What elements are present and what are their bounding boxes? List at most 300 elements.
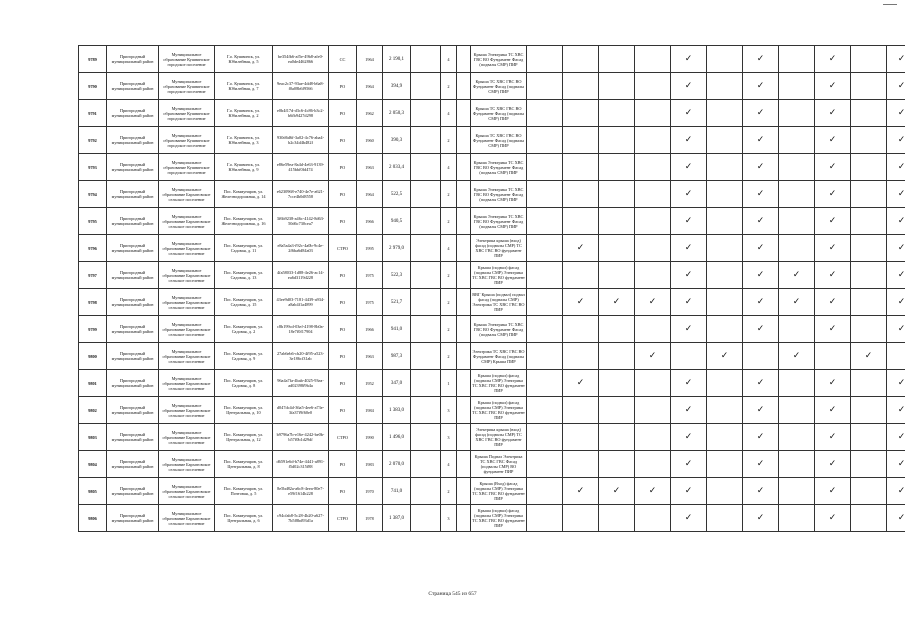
check-mark-icon: ✓ [828,269,837,280]
check-cell [851,424,887,451]
check-cell [599,343,635,370]
check-cell [563,154,599,181]
check-mark-icon: ✓ [828,296,837,307]
check-cell [707,451,743,478]
house-uuid-cell: d6591e6d-b74e-4441-a891-f5d02c315f88 [273,451,329,478]
empty-cell [411,235,441,262]
check-cell [851,208,887,235]
row-number: 9802 [79,397,107,424]
municipality-cell: Муниципальное образование Кушвинское городское поселение [159,100,215,127]
empty-cell [411,370,441,397]
works-list-cell: Электрика крыша (вход) фасад (подвалы СМР) ТС ХВС ГВС ВО фундамент ПИР [471,424,527,451]
housing-register-table [78,45,905,532]
build-year-cell: 1975 [357,289,383,316]
empty-cell [411,208,441,235]
row-number: 9795 [79,208,107,235]
check-cell [599,100,635,127]
check-cell [635,343,671,370]
check-cell [743,127,779,154]
check-cell [887,451,905,478]
check-cell [527,505,563,532]
check-cell [563,262,599,289]
check-cell [815,424,851,451]
check-cell [527,235,563,262]
check-cell [779,46,815,73]
wall-material-cell: РО [329,262,357,289]
check-cell [887,46,905,73]
empty-cell [411,46,441,73]
check-cell [851,181,887,208]
build-year-cell: 1984 [357,397,383,424]
district-cell: Пригородный муниципальный район [107,262,159,289]
check-cell [851,46,887,73]
table-row [79,181,905,208]
empty-cell [457,235,471,262]
empty-cell [457,127,471,154]
area-cell: 390,3 [383,127,411,154]
row-number: 9796 [79,235,107,262]
check-cell [671,397,707,424]
house-uuid-cell: c94cfab8-5c28-4b20-a627-7b5f8bd93d1a [273,505,329,532]
empty-cell [457,46,471,73]
table-row [79,100,905,127]
check-mark-icon: ✓ [828,458,837,469]
check-mark-icon: ✓ [648,350,657,361]
check-mark-icon: ✓ [720,350,729,361]
check-cell [779,343,815,370]
check-cell [815,235,851,262]
check-mark-icon: ✓ [684,215,693,226]
check-cell [851,316,887,343]
table-row [79,370,905,397]
wall-material-cell: СТРО [329,424,357,451]
check-cell [851,397,887,424]
build-year-cell: 1960 [357,127,383,154]
wall-material-cell: СТРО [329,505,357,532]
district-cell: Пригородный муниципальный район [107,73,159,100]
check-mark-icon: ✓ [828,107,837,118]
check-cell [707,262,743,289]
check-cell [527,46,563,73]
municipality-cell: Муниципальное образование Бархатовское сельское поселение [159,235,215,262]
floors-cell: 2 [441,343,457,370]
check-cell [671,181,707,208]
house-uuid-cell: d047dc4d-36a5-4ee6-a73e-3fa37f9f60e0 [273,397,329,424]
check-cell [527,127,563,154]
house-uuid-cell: 43ee9d03-7181-4439-a934-a8ab4f1a4899 [273,289,329,316]
check-cell [779,505,815,532]
check-cell [815,505,851,532]
check-cell [743,289,779,316]
check-mark-icon: ✓ [756,242,765,253]
wall-material-cell: РО [329,208,357,235]
check-mark-icon: ✓ [828,404,837,415]
floors-cell: 2 [441,208,457,235]
check-mark-icon: ✓ [576,485,585,496]
build-year-cell: 1975 [357,262,383,289]
check-mark-icon: ✓ [828,134,837,145]
check-cell [563,343,599,370]
build-year-cell: 1966 [357,316,383,343]
wall-material-cell: РО [329,397,357,424]
check-cell [887,343,905,370]
empty-cell [457,208,471,235]
empty-cell [411,289,441,316]
table-row [79,289,905,316]
address-cell: Пос. Коммунаров, ул. Железнодорожная, д. 14 [215,181,273,208]
wall-material-cell: РО [329,451,357,478]
check-cell [707,235,743,262]
district-cell: Пригородный муниципальный район [107,397,159,424]
check-cell [887,370,905,397]
address-cell: Пос. Коммунаров, ул. Центральная, д. 12 [215,424,273,451]
wall-material-cell: СТРО [329,235,357,262]
house-uuid-cell: 96a4a7fa-4bab-4025-93ea-ad02398f9b4a [273,370,329,397]
check-cell [563,505,599,532]
check-cell [599,73,635,100]
check-cell [707,100,743,127]
floors-cell: 4 [441,451,457,478]
empty-cell [411,127,441,154]
check-mark-icon: ✓ [576,242,585,253]
district-cell: Пригородный муниципальный район [107,424,159,451]
check-mark-icon: ✓ [792,296,801,307]
check-mark-icon: ✓ [756,485,765,496]
empty-cell [411,451,441,478]
check-cell [671,208,707,235]
area-cell: 2 190,1 [383,46,411,73]
build-year-cell: 1962 [357,100,383,127]
check-mark-icon: ✓ [684,404,693,415]
check-mark-icon: ✓ [684,242,693,253]
wall-material-cell: РО [329,181,357,208]
area-cell: 522,5 [383,181,411,208]
check-cell [779,154,815,181]
works-list-cell: Крыша Электрика ТС ХВС ГВС ВО Фундамент Фасад (подвалы СМР) ПИР [471,181,527,208]
check-cell [779,397,815,424]
check-mark-icon: ✓ [756,512,765,523]
check-mark-icon: ✓ [756,134,765,145]
check-cell [527,181,563,208]
check-mark-icon: ✓ [684,188,693,199]
row-number: 9798 [79,289,107,316]
house-uuid-cell: 8e5bd82a-a6c8-4eea-80e7-e59f1614b228 [273,478,329,505]
check-cell [563,478,599,505]
empty-cell [411,316,441,343]
check-cell [563,289,599,316]
check-cell [707,505,743,532]
check-mark-icon: ✓ [897,134,905,145]
row-number: 9791 [79,100,107,127]
check-mark-icon: ✓ [684,53,693,64]
check-cell [851,505,887,532]
check-cell [671,262,707,289]
check-mark-icon: ✓ [756,80,765,91]
check-cell [671,154,707,181]
works-list-cell: Крыша (Вход) фасад (подвалы СМР) Электрика ТС ХВС ГВС ВО фундамент ПИР [471,478,527,505]
check-cell [743,208,779,235]
district-cell: Пригородный муниципальный район [107,505,159,532]
check-cell [563,127,599,154]
check-cell [599,478,635,505]
works-list-cell: Крыша Электрика ТС ХВС ГВС ВО Фундамент Фасад (подвалы СМР) ПИР [471,46,527,73]
area-cell: 741,0 [383,478,411,505]
table-row [79,478,905,505]
check-cell [635,181,671,208]
check-mark-icon: ✓ [897,296,905,307]
check-mark-icon: ✓ [828,80,837,91]
build-year-cell: 1963 [357,343,383,370]
row-number: 9800 [79,343,107,370]
check-cell [887,424,905,451]
address-cell: Пос. Коммунаров, ул. Садовая, д. 13 [215,262,273,289]
check-mark-icon: ✓ [576,296,585,307]
check-cell [707,478,743,505]
check-cell [815,478,851,505]
check-cell [779,100,815,127]
check-cell [779,478,815,505]
floors-cell: 3 [441,505,457,532]
check-cell [743,262,779,289]
check-mark-icon: ✓ [897,377,905,388]
check-cell [815,100,851,127]
table-row [79,154,905,181]
check-cell [743,154,779,181]
check-cell [563,73,599,100]
check-cell [707,397,743,424]
check-mark-icon: ✓ [828,485,837,496]
check-mark-icon: ✓ [756,53,765,64]
build-year-cell: 1963 [357,154,383,181]
check-cell [671,289,707,316]
check-cell [779,262,815,289]
check-cell [851,262,887,289]
municipality-cell: Муниципальное образование Бархатовское сельское поселение [159,478,215,505]
check-cell [887,154,905,181]
row-number: 9803 [79,424,107,451]
wall-material-cell: РО [329,370,357,397]
district-cell: Пригородный муниципальный район [107,478,159,505]
empty-cell [411,73,441,100]
works-list-cell: Крыша (подвал) фасад (подвалы СМР) Электрика ТС ХВС ГВС ВО фундамент ПИР [471,370,527,397]
check-cell [599,451,635,478]
check-cell [815,46,851,73]
empty-cell [411,262,441,289]
municipality-cell: Муниципальное образование Бархатовское сельское поселение [159,343,215,370]
check-mark-icon: ✓ [897,53,905,64]
house-uuid-cell: c8b199cd-03ef-4198-8b0a-18e7f0f17904 [273,316,329,343]
district-cell: Пригородный муниципальный район [107,208,159,235]
check-cell [671,100,707,127]
page-footer: Страница 545 из 657 [428,591,477,597]
municipality-cell: Муниципальное образование Бархатовское сельское поселение [159,424,215,451]
check-cell [707,154,743,181]
check-mark-icon: ✓ [684,161,693,172]
wall-material-cell: РО [329,343,357,370]
check-mark-icon: ✓ [756,431,765,442]
check-cell [707,316,743,343]
empty-cell [457,73,471,100]
check-cell [887,181,905,208]
check-cell [707,46,743,73]
works-list-cell: Крыша (подвал) фасад (подвалы СМР) Электрика ТС ХВС ГВС ВО фундамент ПИР [471,505,527,532]
wall-material-cell: РО [329,100,357,127]
check-cell [887,478,905,505]
floors-cell: 2 [441,289,457,316]
check-cell [743,46,779,73]
check-mark-icon: ✓ [897,485,905,496]
check-cell [527,100,563,127]
check-cell [743,370,779,397]
build-year-cell: 1990 [357,424,383,451]
check-cell [887,208,905,235]
house-uuid-cell: e86e59ea-8a4d-4e63-9139-415bbf0fd474 [273,154,329,181]
wall-material-cell: СС [329,46,357,73]
house-uuid-cell: b9796a7b-e16e-4242-be0b-b57f0b1d29df [273,424,329,451]
works-list-cell: Электрика крыша (вход) фасад (подвалы СМР) ТС ХВС ГВС ВО фундамент ПИР [471,235,527,262]
floors-cell: 2 [441,478,457,505]
check-mark-icon: ✓ [684,458,693,469]
check-cell [599,154,635,181]
check-cell [743,181,779,208]
check-mark-icon: ✓ [612,296,621,307]
table-row [79,208,905,235]
address-cell: Пос. Коммунаров, ул. Почтовая, д. 5 [215,478,273,505]
municipality-cell: Муниципальное образование Кушвинское городское поселение [159,154,215,181]
district-cell: Пригородный муниципальный район [107,370,159,397]
check-mark-icon: ✓ [828,242,837,253]
floors-cell: 3 [441,424,457,451]
check-cell [815,451,851,478]
district-cell: Пригородный муниципальный район [107,235,159,262]
check-cell [599,235,635,262]
area-cell: 1 387,0 [383,505,411,532]
district-cell: Пригородный муниципальный район [107,127,159,154]
works-list-cell: ВВГ Крыша (подвал) подвал фасад (подвалы СМР) Электрика ТС ХВС ГВС ВО ПИР [471,289,527,316]
area-cell: 521,7 [383,289,411,316]
check-cell [599,289,635,316]
check-cell [635,46,671,73]
wall-material-cell: РО [329,154,357,181]
check-cell [599,46,635,73]
district-cell: Пригородный муниципальный район [107,46,159,73]
municipality-cell: Муниципальное образование Бархатовское сельское поселение [159,208,215,235]
check-mark-icon: ✓ [684,485,693,496]
check-mark-icon: ✓ [684,80,693,91]
check-cell [527,451,563,478]
check-cell [887,289,905,316]
check-cell [887,397,905,424]
build-year-cell: 1966 [357,208,383,235]
row-number: 9805 [79,478,107,505]
check-cell [851,154,887,181]
check-cell [815,127,851,154]
wall-material-cell: РО [329,316,357,343]
district-cell: Пригородный муниципальный район [107,289,159,316]
check-cell [527,262,563,289]
check-cell [635,208,671,235]
check-cell [743,478,779,505]
check-cell [671,451,707,478]
area-cell: 2 979,0 [383,235,411,262]
floors-cell: 4 [441,235,457,262]
table-row [79,505,905,532]
check-cell [635,262,671,289]
wall-material-cell: РО [329,289,357,316]
check-mark-icon: ✓ [612,485,621,496]
check-cell [887,505,905,532]
address-cell: Г.о. Кушвинск, ул. Юбилейная, д. 5 [215,46,273,73]
works-list-cell: Крыша Электрика ТС ХВС ГВС ВО Фундамент Фасад (подвалы СМР) ПИР [471,316,527,343]
floors-cell: 2 [441,316,457,343]
address-cell: Пос. Коммунаров, ул. Садовая, д. 8 [215,370,273,397]
house-uuid-cell: 3f6b9238-a46c-4142-8d63-50d6c730cea7 [273,208,329,235]
check-mark-icon: ✓ [648,296,657,307]
check-cell [851,451,887,478]
check-cell [815,208,851,235]
floors-cell: 4 [441,46,457,73]
build-year-cell: 1964 [357,46,383,73]
build-year-cell: 1983 [357,451,383,478]
check-cell [671,127,707,154]
area-cell: 347,0 [383,370,411,397]
municipality-cell: Муниципальное образование Бархатовское сельское поселение [159,451,215,478]
check-cell [599,181,635,208]
empty-cell [457,100,471,127]
house-uuid-cell: 9eac2c37-93ae-4dd8-b6a8-f0a08b6f9566 [273,73,329,100]
municipality-cell: Муниципальное образование Кушвинское городское поселение [159,127,215,154]
check-mark-icon: ✓ [828,431,837,442]
works-list-cell: Крыша (подвал) фасад (подвалы СМР) Электрика ТС ХВС ГВС ВО фундамент ПИР [471,397,527,424]
check-cell [887,127,905,154]
check-cell [563,100,599,127]
empty-cell [457,316,471,343]
check-cell [563,235,599,262]
area-cell: 2 070,0 [383,451,411,478]
floors-cell: 4 [441,154,457,181]
floors-cell: 2 [441,181,457,208]
empty-cell [457,343,471,370]
empty-cell [411,181,441,208]
check-cell [851,100,887,127]
table-row [79,262,905,289]
check-mark-icon: ✓ [756,269,765,280]
house-uuid-cell: e8a5a4a3-f92c-4a0b-9c4e-2f6ba6d84a03 [273,235,329,262]
check-mark-icon: ✓ [897,161,905,172]
check-cell [527,316,563,343]
municipality-cell: Муниципальное образование Бархатовское сельское поселение [159,181,215,208]
empty-cell [457,262,471,289]
check-cell [779,181,815,208]
check-cell [887,235,905,262]
district-cell: Пригородный муниципальный район [107,343,159,370]
check-cell [743,505,779,532]
check-cell [635,73,671,100]
check-cell [599,424,635,451]
floors-cell: 2 [441,73,457,100]
check-cell [815,370,851,397]
check-mark-icon: ✓ [897,512,905,523]
empty-cell [457,154,471,181]
check-cell [671,235,707,262]
address-cell: Г.о. Кушвинск, ул. Юбилейная, д. 3 [215,127,273,154]
address-cell: Г.о. Кушвинск, ул. Юбилейная, д. 2 [215,100,273,127]
area-cell: 394,9 [383,73,411,100]
check-cell [779,289,815,316]
check-cell [779,127,815,154]
check-mark-icon: ✓ [756,323,765,334]
check-cell [635,154,671,181]
